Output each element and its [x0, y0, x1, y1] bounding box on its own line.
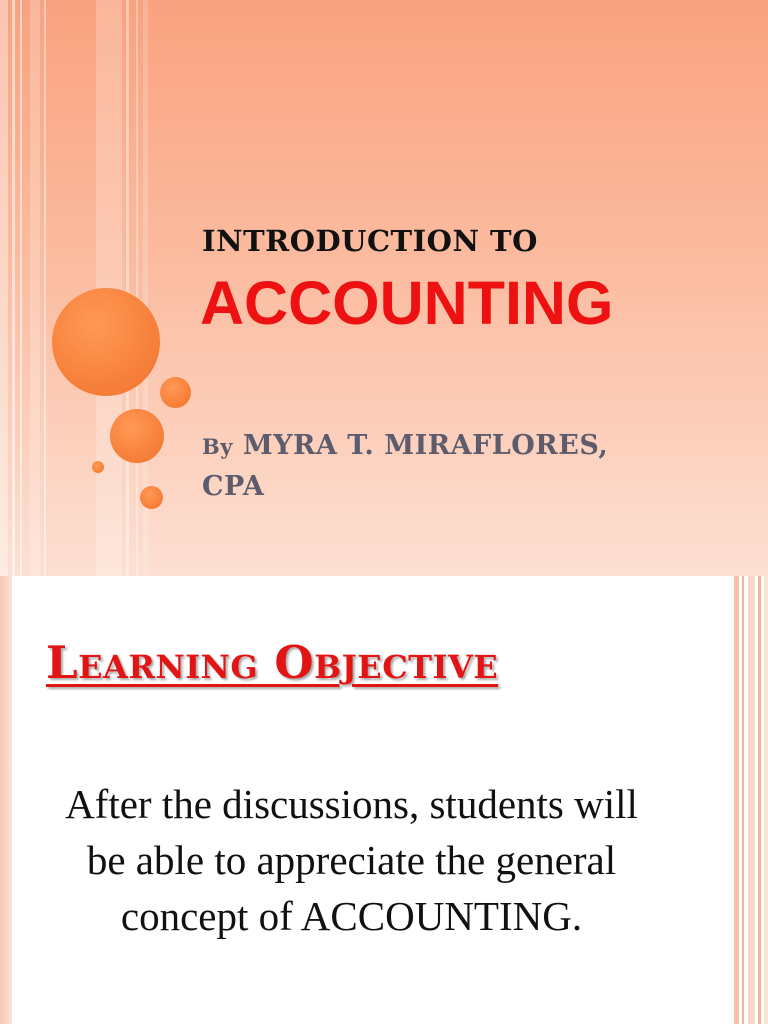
decorative-stripe	[44, 0, 46, 576]
decorative-circle-icon	[140, 486, 163, 509]
decorative-circle-icon	[160, 377, 191, 408]
learning-objective-slide	[0, 576, 768, 1024]
decorative-circle-icon	[110, 409, 164, 463]
author-name: MYRA T. MIRAFLORES,	[242, 430, 609, 461]
decorative-stripe	[20, 0, 22, 576]
slide-title: ACCOUNTING	[200, 269, 614, 337]
decorative-circle-icon	[92, 461, 104, 473]
objective-body: After the discussions, students will be able to appreciate the general concept of ACCOUNTING.	[65, 781, 638, 939]
objective-heading: Learning Objective	[46, 636, 499, 689]
decorative-edge	[0, 576, 12, 1024]
author-suffix: CPA	[202, 471, 265, 502]
decorative-stripe	[764, 576, 768, 1024]
decorative-stripe	[136, 0, 138, 576]
author-prefix: By	[202, 434, 233, 459]
decorative-stripe	[758, 576, 761, 1024]
decorative-stripe	[742, 576, 744, 1024]
decorative-circle-icon	[52, 288, 160, 396]
author-line	[202, 426, 608, 507]
decorative-stripe	[0, 0, 8, 576]
decorative-stripe	[734, 576, 739, 1024]
decorative-stripe	[30, 0, 40, 576]
decorative-stripe	[748, 576, 755, 1024]
decorative-stripe	[12, 0, 15, 576]
decorative-stripe	[126, 0, 129, 576]
slide-subtitle: INTRODUCTION TO	[202, 224, 538, 258]
